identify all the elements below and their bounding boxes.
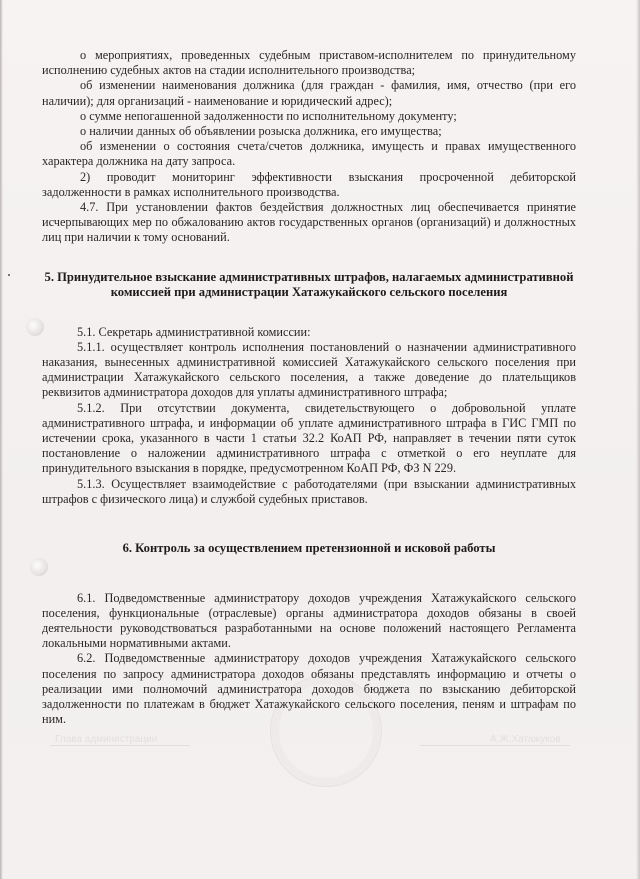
paragraph: 6.2. Подведомственные администратору доходов учреждения Хатажукайского сельского поселения по запросу администратора доходов обязаны представлять информацию и отчеты о реализации ими полномочий администратора доходов бюджета по взысканию дебиторской задолженности по платежам в бюджет Хатажукайского сельского поселения, пеням и штрафам по ним. [42,651,576,727]
section-heading: 6. Контроль за осуществлением претензионной и исковой работы [122,541,496,556]
scan-speck [8,274,10,276]
faded-signatory-name: А.Ж.Хатажуков [490,734,561,745]
paragraph: об изменении наименования должника (для граждан - фамилия, имя, отчество (при его наличии); для организаций - наименование и юридический адрес); [42,78,576,108]
paragraph: 2) проводит мониторинг эффективности взыскания просроченной дебиторской задолженности в рамках исполнительного производства. [42,169,576,199]
paragraph: о наличии данных об объявлении розыска должника, его имущества; [80,124,442,139]
paragraph: о мероприятиях, проведенных судебным приставом-исполнителем по принудительному исполнению судебных актов на стадии исполнительного производства; [42,48,576,78]
scan-edge-right [636,0,640,879]
paragraph: 5.1.1. осуществляет контроль исполнения постановлений о назначении административного наказания, вынесенных административной комиссией Хатажукайского сельского поселения при администрации Хатажукайского сельского поселения, а также доведение до плательщиков реквизитов администратора доходов для уплаты административного штрафа; [42,339,576,400]
scan-edge-left [0,0,3,879]
paragraph: 5.1.2. При отсутствии документа, свидетельствующего о добровольной уплате административного штрафа, и информации об уплате административного штрафа в ГИС ГМП по истечении срока, указанного в части 1 статьи 32.2 КоАП РФ, направляет в течении пяти суток постановление о наложении административного штрафа с отметкой о его неуплате для принудительного взыскания в порядке, предусмотренном КоАП РФ, ФЗ N 229. [42,400,576,476]
document-body [42,48,576,727]
faded-signature-line [50,745,190,746]
paragraph: 5.1.3. Осуществляет взаимодействие с работодателями (при взыскании административных штрафов с физического лица) и службой судебных приставов. [42,476,576,506]
paragraph: 5.1. Секретарь административной комиссии: [77,324,311,339]
faded-signature-line [420,745,570,746]
paragraph: об изменении о состояния счета/счетов должника, имущесть и правах имущественного характера должника на дату запроса. [42,139,576,169]
paragraph: 6.1. Подведомственные администратору доходов учреждения Хатажукайского сельского поселения, функциональные (отраслевые) органы администратора доходов обязаны в своей деятельности руководствоваться разработанными на основе положений настоящего Регламента локальными нормативными актами. [42,590,576,651]
paragraph: о сумме непогашенной задолженности по исполнительному документу; [80,108,457,123]
paragraph: 4.7. При установлении фактов бездействия должностных лиц обеспечивается принятие исчерпывающих мер по обжалованию актов государственных органов (организаций) и должностных лиц при наличии к тому оснований. [42,200,576,245]
section-heading: 5. Принудительное взыскание административных штрафов, налагаемых административной комиссией при администрации Хатажукайского сельского поселения [44,269,574,300]
faded-signatory-title: Глава администрации [55,734,158,745]
